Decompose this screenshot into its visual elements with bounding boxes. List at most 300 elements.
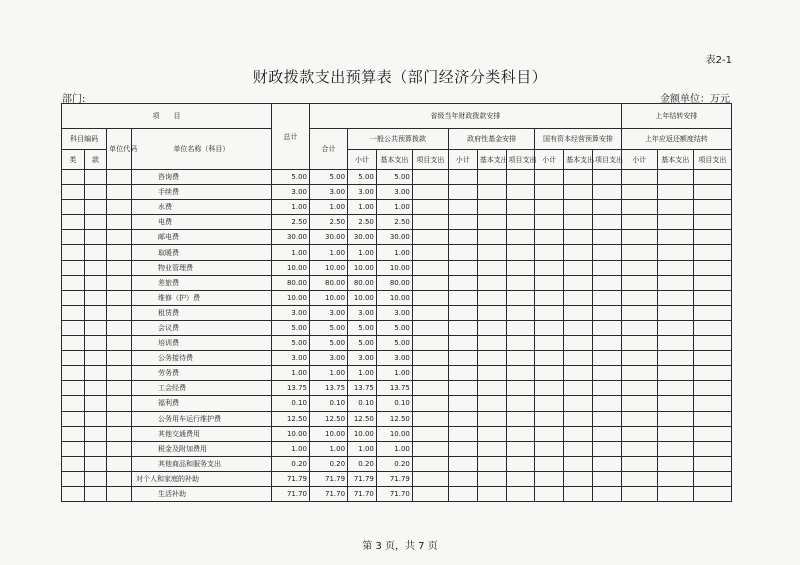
row-name: 生活补助 bbox=[131, 486, 271, 501]
empty-cell bbox=[592, 290, 621, 305]
empty-cell bbox=[412, 305, 448, 320]
empty-cell bbox=[448, 215, 477, 230]
empty-cell bbox=[657, 320, 693, 335]
empty-cell bbox=[107, 456, 132, 471]
row-value: 71.70 bbox=[348, 486, 377, 501]
empty-cell bbox=[506, 215, 535, 230]
empty-cell bbox=[506, 275, 535, 290]
empty-cell bbox=[621, 260, 657, 275]
empty-cell bbox=[448, 381, 477, 396]
row-value: 1.00 bbox=[309, 441, 347, 456]
row-name: 其他交通费用 bbox=[131, 426, 271, 441]
row-value: 71.79 bbox=[309, 471, 347, 486]
empty-cell bbox=[535, 185, 564, 200]
empty-cell bbox=[657, 260, 693, 275]
empty-cell bbox=[477, 411, 506, 426]
table-number: 表2-1 bbox=[705, 55, 732, 66]
table-row bbox=[62, 456, 732, 471]
row-value: 12.50 bbox=[309, 411, 347, 426]
row-value: 0.10 bbox=[376, 396, 412, 411]
page-footer: 第 3 页，共 7 页 bbox=[362, 541, 438, 552]
table-row bbox=[62, 486, 732, 501]
empty-cell bbox=[693, 260, 731, 275]
header-basic: 基本支出 bbox=[564, 150, 593, 170]
empty-cell bbox=[448, 456, 477, 471]
empty-cell bbox=[84, 441, 107, 456]
empty-cell bbox=[535, 411, 564, 426]
empty-cell bbox=[107, 351, 132, 366]
header-item: 款 bbox=[84, 150, 107, 170]
empty-cell bbox=[62, 260, 85, 275]
table-row bbox=[62, 320, 732, 335]
empty-cell bbox=[506, 290, 535, 305]
row-value: 30.00 bbox=[376, 230, 412, 245]
empty-cell bbox=[535, 215, 564, 230]
row-value: 1.00 bbox=[271, 200, 309, 215]
empty-cell bbox=[592, 471, 621, 486]
empty-cell bbox=[506, 426, 535, 441]
empty-cell bbox=[621, 320, 657, 335]
empty-cell bbox=[564, 230, 593, 245]
empty-cell bbox=[693, 245, 731, 260]
empty-cell bbox=[84, 486, 107, 501]
empty-cell bbox=[62, 320, 85, 335]
empty-cell bbox=[621, 396, 657, 411]
empty-cell bbox=[657, 441, 693, 456]
empty-cell bbox=[564, 456, 593, 471]
empty-cell bbox=[506, 245, 535, 260]
header-subtotal: 小计 bbox=[448, 150, 477, 170]
empty-cell bbox=[621, 200, 657, 215]
empty-cell bbox=[592, 366, 621, 381]
empty-cell bbox=[107, 185, 132, 200]
empty-cell bbox=[506, 305, 535, 320]
row-value: 80.00 bbox=[376, 275, 412, 290]
empty-cell bbox=[535, 366, 564, 381]
empty-cell bbox=[477, 471, 506, 486]
empty-cell bbox=[535, 320, 564, 335]
empty-cell bbox=[535, 230, 564, 245]
row-value: 10.00 bbox=[348, 260, 377, 275]
empty-cell bbox=[535, 200, 564, 215]
empty-cell bbox=[693, 426, 731, 441]
empty-cell bbox=[477, 366, 506, 381]
row-value: 5.00 bbox=[309, 170, 347, 185]
page-title: 财政拨款支出预算表（部门经济分类科目） bbox=[252, 68, 548, 86]
empty-cell bbox=[657, 366, 693, 381]
empty-cell bbox=[535, 305, 564, 320]
department-label: 部门: bbox=[62, 94, 86, 105]
empty-cell bbox=[657, 486, 693, 501]
row-value: 1.00 bbox=[271, 441, 309, 456]
empty-cell bbox=[84, 230, 107, 245]
empty-cell bbox=[107, 426, 132, 441]
row-value: 10.00 bbox=[271, 426, 309, 441]
row-value: 71.70 bbox=[309, 486, 347, 501]
table-row bbox=[62, 215, 732, 230]
empty-cell bbox=[535, 426, 564, 441]
row-name: 税金及附加费用 bbox=[131, 441, 271, 456]
table-row bbox=[62, 396, 732, 411]
empty-cell bbox=[412, 471, 448, 486]
empty-cell bbox=[592, 245, 621, 260]
empty-cell bbox=[84, 275, 107, 290]
empty-cell bbox=[62, 456, 85, 471]
empty-cell bbox=[657, 456, 693, 471]
empty-cell bbox=[564, 381, 593, 396]
empty-cell bbox=[506, 260, 535, 275]
empty-cell bbox=[412, 290, 448, 305]
row-value: 3.00 bbox=[309, 185, 347, 200]
empty-cell bbox=[535, 486, 564, 501]
empty-cell bbox=[506, 351, 535, 366]
empty-cell bbox=[592, 396, 621, 411]
empty-cell bbox=[62, 245, 85, 260]
empty-cell bbox=[412, 320, 448, 335]
empty-cell bbox=[84, 320, 107, 335]
row-name: 劳务费 bbox=[131, 366, 271, 381]
empty-cell bbox=[535, 381, 564, 396]
row-value: 10.00 bbox=[376, 426, 412, 441]
empty-cell bbox=[506, 396, 535, 411]
row-name: 公务用车运行维护费 bbox=[131, 411, 271, 426]
row-value: 3.00 bbox=[376, 305, 412, 320]
empty-cell bbox=[592, 441, 621, 456]
empty-cell bbox=[84, 200, 107, 215]
row-value: 0.10 bbox=[309, 396, 347, 411]
empty-cell bbox=[107, 170, 132, 185]
empty-cell bbox=[448, 471, 477, 486]
empty-cell bbox=[412, 381, 448, 396]
empty-cell bbox=[84, 170, 107, 185]
empty-cell bbox=[412, 200, 448, 215]
empty-cell bbox=[535, 441, 564, 456]
empty-cell bbox=[107, 336, 132, 351]
empty-cell bbox=[62, 441, 85, 456]
empty-cell bbox=[412, 275, 448, 290]
table-row bbox=[62, 305, 732, 320]
row-value: 2.50 bbox=[309, 215, 347, 230]
empty-cell bbox=[621, 230, 657, 245]
row-value: 10.00 bbox=[309, 290, 347, 305]
empty-cell bbox=[62, 381, 85, 396]
empty-cell bbox=[564, 260, 593, 275]
empty-cell bbox=[448, 320, 477, 335]
row-value: 80.00 bbox=[271, 275, 309, 290]
row-value: 1.00 bbox=[376, 245, 412, 260]
row-value: 71.70 bbox=[376, 486, 412, 501]
empty-cell bbox=[693, 456, 731, 471]
empty-cell bbox=[535, 260, 564, 275]
empty-cell bbox=[412, 426, 448, 441]
empty-cell bbox=[535, 245, 564, 260]
empty-cell bbox=[621, 456, 657, 471]
empty-cell bbox=[506, 411, 535, 426]
empty-cell bbox=[448, 305, 477, 320]
row-value: 0.20 bbox=[309, 456, 347, 471]
empty-cell bbox=[657, 396, 693, 411]
empty-cell bbox=[477, 381, 506, 396]
header-unit-name: 单位名称（科目） bbox=[131, 129, 271, 170]
empty-cell bbox=[657, 290, 693, 305]
empty-cell bbox=[412, 215, 448, 230]
empty-cell bbox=[412, 260, 448, 275]
empty-cell bbox=[564, 486, 593, 501]
empty-cell bbox=[592, 260, 621, 275]
empty-cell bbox=[506, 200, 535, 215]
empty-cell bbox=[412, 245, 448, 260]
empty-cell bbox=[621, 351, 657, 366]
empty-cell bbox=[477, 305, 506, 320]
empty-cell bbox=[506, 185, 535, 200]
row-value: 5.00 bbox=[309, 336, 347, 351]
empty-cell bbox=[657, 351, 693, 366]
empty-cell bbox=[535, 275, 564, 290]
empty-cell bbox=[564, 471, 593, 486]
empty-cell bbox=[477, 351, 506, 366]
header-basic: 基本支出 bbox=[376, 150, 412, 170]
row-value: 13.75 bbox=[309, 381, 347, 396]
empty-cell bbox=[412, 185, 448, 200]
row-value: 3.00 bbox=[271, 185, 309, 200]
empty-cell bbox=[657, 275, 693, 290]
empty-cell bbox=[657, 381, 693, 396]
empty-cell bbox=[62, 486, 85, 501]
empty-cell bbox=[477, 185, 506, 200]
row-value: 0.20 bbox=[348, 456, 377, 471]
empty-cell bbox=[84, 245, 107, 260]
row-value: 0.10 bbox=[348, 396, 377, 411]
empty-cell bbox=[448, 245, 477, 260]
empty-cell bbox=[107, 230, 132, 245]
empty-cell bbox=[657, 471, 693, 486]
row-value: 1.00 bbox=[348, 200, 377, 215]
empty-cell bbox=[592, 411, 621, 426]
row-name: 工会经费 bbox=[131, 381, 271, 396]
empty-cell bbox=[477, 215, 506, 230]
empty-cell bbox=[564, 396, 593, 411]
empty-cell bbox=[693, 230, 731, 245]
row-value: 1.00 bbox=[376, 200, 412, 215]
empty-cell bbox=[693, 351, 731, 366]
table-row bbox=[62, 351, 732, 366]
row-name: 咨询费 bbox=[131, 170, 271, 185]
row-value: 2.50 bbox=[348, 215, 377, 230]
empty-cell bbox=[621, 305, 657, 320]
table-row bbox=[62, 411, 732, 426]
empty-cell bbox=[412, 351, 448, 366]
row-value: 3.00 bbox=[309, 305, 347, 320]
header-sum: 合计 bbox=[309, 129, 347, 170]
row-value: 13.75 bbox=[271, 381, 309, 396]
empty-cell bbox=[62, 471, 85, 486]
empty-cell bbox=[592, 170, 621, 185]
empty-cell bbox=[412, 456, 448, 471]
row-value: 30.00 bbox=[271, 230, 309, 245]
empty-cell bbox=[412, 396, 448, 411]
empty-cell bbox=[448, 351, 477, 366]
row-value: 1.00 bbox=[376, 366, 412, 381]
header-gov-fund: 政府性基金安排 bbox=[448, 129, 534, 150]
row-value: 10.00 bbox=[271, 290, 309, 305]
empty-cell bbox=[693, 320, 731, 335]
empty-cell bbox=[621, 245, 657, 260]
empty-cell bbox=[477, 290, 506, 305]
empty-cell bbox=[62, 426, 85, 441]
empty-cell bbox=[535, 471, 564, 486]
empty-cell bbox=[107, 471, 132, 486]
row-name: 会议费 bbox=[131, 320, 271, 335]
empty-cell bbox=[84, 351, 107, 366]
header-current-year: 省级当年财政拨款安排 bbox=[309, 104, 621, 129]
empty-cell bbox=[84, 456, 107, 471]
row-value: 5.00 bbox=[271, 320, 309, 335]
row-value: 71.79 bbox=[271, 471, 309, 486]
empty-cell bbox=[564, 275, 593, 290]
table-row bbox=[62, 471, 732, 486]
row-value: 3.00 bbox=[309, 351, 347, 366]
row-value: 0.10 bbox=[271, 396, 309, 411]
empty-cell bbox=[592, 456, 621, 471]
row-value: 5.00 bbox=[376, 336, 412, 351]
empty-cell bbox=[477, 200, 506, 215]
row-value: 71.79 bbox=[348, 471, 377, 486]
empty-cell bbox=[107, 320, 132, 335]
empty-cell bbox=[477, 275, 506, 290]
row-value: 2.50 bbox=[271, 215, 309, 230]
empty-cell bbox=[621, 441, 657, 456]
row-name: 物业管理费 bbox=[131, 260, 271, 275]
empty-cell bbox=[84, 366, 107, 381]
empty-cell bbox=[107, 215, 132, 230]
empty-cell bbox=[657, 411, 693, 426]
empty-cell bbox=[621, 366, 657, 381]
empty-cell bbox=[506, 170, 535, 185]
empty-cell bbox=[592, 230, 621, 245]
row-value: 3.00 bbox=[348, 185, 377, 200]
empty-cell bbox=[477, 260, 506, 275]
empty-cell bbox=[693, 336, 731, 351]
table-row bbox=[62, 230, 732, 245]
empty-cell bbox=[107, 381, 132, 396]
empty-cell bbox=[477, 320, 506, 335]
empty-cell bbox=[693, 411, 731, 426]
empty-cell bbox=[412, 336, 448, 351]
empty-cell bbox=[506, 441, 535, 456]
empty-cell bbox=[693, 305, 731, 320]
empty-cell bbox=[592, 185, 621, 200]
empty-cell bbox=[62, 305, 85, 320]
row-value: 30.00 bbox=[348, 230, 377, 245]
header-total: 总计 bbox=[271, 104, 309, 170]
empty-cell bbox=[621, 411, 657, 426]
table-row bbox=[62, 245, 732, 260]
row-value: 13.75 bbox=[376, 381, 412, 396]
empty-cell bbox=[477, 336, 506, 351]
empty-cell bbox=[657, 170, 693, 185]
row-value: 3.00 bbox=[271, 305, 309, 320]
header-project-exp: 项目支出 bbox=[592, 150, 621, 170]
empty-cell bbox=[84, 215, 107, 230]
empty-cell bbox=[621, 486, 657, 501]
empty-cell bbox=[564, 290, 593, 305]
empty-cell bbox=[448, 185, 477, 200]
empty-cell bbox=[657, 200, 693, 215]
empty-cell bbox=[107, 200, 132, 215]
empty-cell bbox=[535, 336, 564, 351]
row-value: 3.00 bbox=[376, 351, 412, 366]
empty-cell bbox=[506, 320, 535, 335]
empty-cell bbox=[592, 305, 621, 320]
empty-cell bbox=[107, 245, 132, 260]
table-row bbox=[62, 366, 732, 381]
empty-cell bbox=[621, 336, 657, 351]
empty-cell bbox=[62, 336, 85, 351]
empty-cell bbox=[535, 396, 564, 411]
table-row bbox=[62, 426, 732, 441]
empty-cell bbox=[84, 185, 107, 200]
row-name: 其他商品和服务支出 bbox=[131, 456, 271, 471]
empty-cell bbox=[693, 486, 731, 501]
row-value: 3.00 bbox=[271, 351, 309, 366]
header-state-capital: 国有资本经营预算安排 bbox=[535, 129, 621, 150]
row-value: 10.00 bbox=[271, 260, 309, 275]
row-value: 12.50 bbox=[271, 411, 309, 426]
empty-cell bbox=[693, 200, 731, 215]
row-value: 1.00 bbox=[271, 366, 309, 381]
empty-cell bbox=[693, 215, 731, 230]
empty-cell bbox=[448, 170, 477, 185]
row-name: 对个人和家庭的补助 bbox=[131, 471, 271, 486]
empty-cell bbox=[84, 260, 107, 275]
empty-cell bbox=[693, 441, 731, 456]
empty-cell bbox=[62, 411, 85, 426]
empty-cell bbox=[477, 230, 506, 245]
header-project-exp: 项目支出 bbox=[506, 150, 535, 170]
empty-cell bbox=[107, 396, 132, 411]
empty-cell bbox=[657, 245, 693, 260]
empty-cell bbox=[448, 366, 477, 381]
table-row bbox=[62, 381, 732, 396]
empty-cell bbox=[62, 351, 85, 366]
row-value: 10.00 bbox=[309, 260, 347, 275]
header-general-budget: 一般公共预算拨款 bbox=[348, 129, 449, 150]
empty-cell bbox=[62, 366, 85, 381]
row-value: 5.00 bbox=[271, 336, 309, 351]
empty-cell bbox=[412, 411, 448, 426]
empty-cell bbox=[693, 170, 731, 185]
empty-cell bbox=[592, 486, 621, 501]
table-row bbox=[62, 200, 732, 215]
budget-table bbox=[61, 103, 732, 502]
empty-cell bbox=[62, 170, 85, 185]
header-subtotal: 小计 bbox=[621, 150, 657, 170]
empty-cell bbox=[84, 336, 107, 351]
empty-cell bbox=[506, 381, 535, 396]
empty-cell bbox=[592, 381, 621, 396]
row-value: 0.20 bbox=[376, 456, 412, 471]
empty-cell bbox=[657, 305, 693, 320]
empty-cell bbox=[84, 411, 107, 426]
row-value: 10.00 bbox=[376, 290, 412, 305]
empty-cell bbox=[506, 230, 535, 245]
table-row bbox=[62, 275, 732, 290]
row-value: 5.00 bbox=[348, 170, 377, 185]
row-value: 5.00 bbox=[376, 320, 412, 335]
empty-cell bbox=[564, 245, 593, 260]
row-value: 13.75 bbox=[348, 381, 377, 396]
empty-cell bbox=[621, 381, 657, 396]
